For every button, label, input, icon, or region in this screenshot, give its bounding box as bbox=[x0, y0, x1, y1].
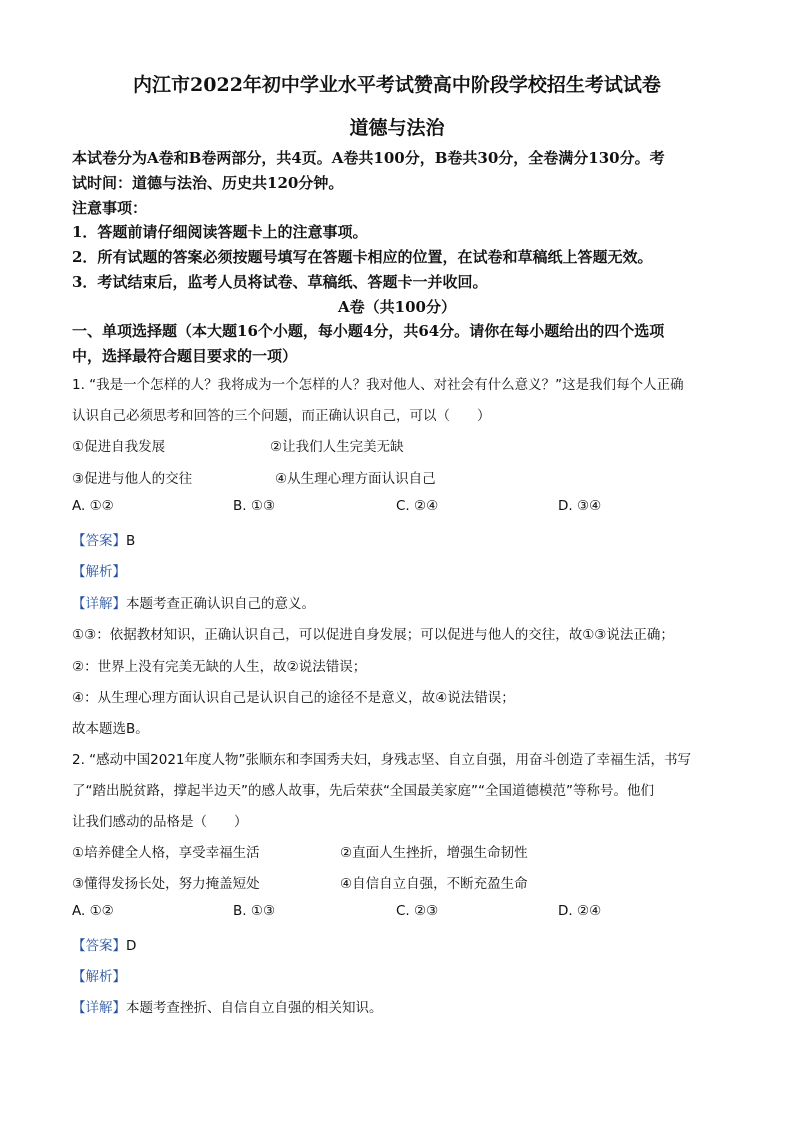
q2-option-a: A. ①② bbox=[72, 903, 114, 919]
q1-answer-tag: 【答案】 bbox=[72, 533, 126, 549]
q2-option-d: D. ②④ bbox=[558, 903, 602, 919]
part1-heading-line-2: 中，选择最符合题目要求的一项） bbox=[72, 347, 298, 365]
notice-item-1: 1．答题前请仔细阅读答题卡上的注意事项。 bbox=[72, 223, 368, 241]
exam-title: 内江市2022年初中学业水平考试赞高中阶段学校招生考试试卷 bbox=[133, 74, 661, 96]
q1-explanation-3: ④：从生理心理方面认识自己是认识自己的途径不是意义，故④说法错误； bbox=[72, 690, 515, 706]
q2-statement-4: ④自信自立自强，不断充盈生命 bbox=[340, 876, 528, 892]
q2-detail-tag: 【详解】 bbox=[72, 1000, 126, 1016]
q1-detail bbox=[72, 592, 315, 612]
q1-answer bbox=[72, 529, 135, 549]
q2-detail bbox=[72, 996, 383, 1016]
q1-explanation-1: ①③：依据教材知识，正确认识自己，可以促进自身发展；可以促进与他人的交往，故①③说法正确； bbox=[72, 627, 674, 643]
notice-item-3: 3．考试结束后，监考人员将试卷、草稿纸、答题卡一并收回。 bbox=[72, 273, 488, 291]
q1-stem-line-2: 认识自己必须思考和回答的三个问题，而正确认识自己，可以（ ） bbox=[72, 408, 491, 424]
q1-conclusion: 故本题选B。 bbox=[72, 721, 149, 737]
notice-item-2: 2．所有试题的答案必须按题号填写在答题卡相应的位置，在试卷和草稿纸上答题无效。 bbox=[72, 248, 653, 266]
q1-option-a: A. ①② bbox=[72, 498, 114, 514]
q2-stem-line-3: 让我们感动的品格是（ ） bbox=[72, 814, 248, 830]
q1-statement-2: ②让我们人生完美无缺 bbox=[270, 439, 404, 455]
q1-detail-text: 本题考查正确认识自己的意义。 bbox=[126, 596, 315, 612]
q2-answer bbox=[72, 934, 136, 954]
intro-line-1: 本试卷分为A卷和B卷两部分，共4页。A卷共100分，B卷共30分，全卷满分130分。考 bbox=[72, 149, 665, 167]
q1-statement-1: ①促进自我发展 bbox=[72, 439, 166, 455]
q1-stem-line-1: 1. “我是一个怎样的人？我将成为一个怎样的人？我对他人、对社会有什么意义？”这是我们每个人正确 bbox=[72, 377, 684, 393]
section-a-title: A卷（共100分） bbox=[338, 298, 456, 316]
notice-title: 注意事项： bbox=[72, 199, 148, 217]
q1-explanation-2: ②：世界上没有完美无缺的人生，故②说法错误； bbox=[72, 659, 367, 675]
q1-answer-value: B bbox=[126, 533, 136, 549]
q1-statement-4: ④从生理心理方面认识自己 bbox=[275, 471, 436, 487]
q1-statement-3: ③促进与他人的交往 bbox=[72, 471, 193, 487]
q1-detail-tag: 【详解】 bbox=[72, 596, 126, 612]
subject-title: 道德与法治 bbox=[349, 117, 445, 139]
q2-stem-line-2: 了“踏出脱贫路，撑起半边天”的感人故事，先后荣获“全国最美家庭”“全国道德模范”等称号。他们 bbox=[72, 783, 654, 799]
q2-analysis bbox=[72, 965, 126, 985]
intro-line-2: 试时间：道德与法治、历史共120分钟。 bbox=[72, 174, 344, 192]
q2-statement-2: ②直面人生挫折，增强生命韧性 bbox=[340, 845, 528, 861]
q1-analysis bbox=[72, 560, 126, 580]
q2-statement-1: ①培养健全人格，享受幸福生活 bbox=[72, 845, 260, 861]
q2-option-b: B. ①③ bbox=[233, 903, 276, 919]
q2-answer-tag: 【答案】 bbox=[72, 938, 126, 954]
q2-statement-3: ③懂得发扬长处，努力掩盖短处 bbox=[72, 876, 260, 892]
q1-analysis-tag: 【解析】 bbox=[72, 564, 126, 580]
q1-option-c: C. ②④ bbox=[396, 498, 439, 514]
q2-detail-text: 本题考查挫折、自信自立自强的相关知识。 bbox=[126, 1000, 383, 1016]
q2-stem-line-1: 2. “感动中国2021年度人物”张顺东和李国秀夫妇，身残志坚、自立自强，用奋斗创造了幸福生活，书写 bbox=[72, 752, 692, 768]
q1-option-d: D. ③④ bbox=[558, 498, 602, 514]
q2-answer-value: D bbox=[126, 938, 137, 954]
q2-option-c: C. ②③ bbox=[396, 903, 439, 919]
q1-option-b: B. ①③ bbox=[233, 498, 276, 514]
part1-heading-line-1: 一、单项选择题（本大题16个小题，每小题4分，共64分。请你在每小题给出的四个选项 bbox=[72, 322, 665, 340]
q2-analysis-tag: 【解析】 bbox=[72, 969, 126, 985]
